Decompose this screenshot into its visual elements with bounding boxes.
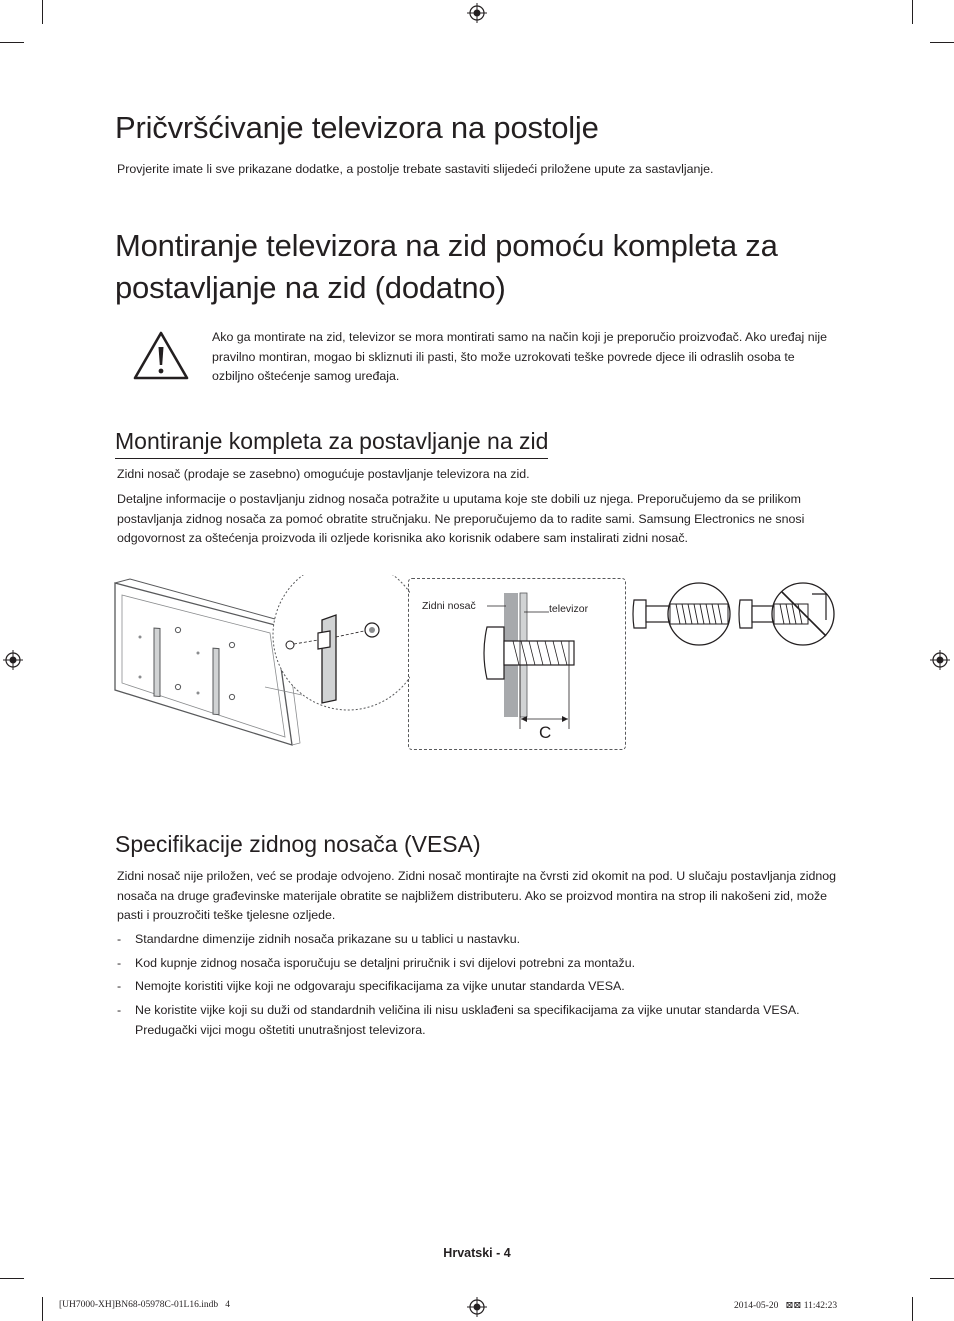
bullet-text: Ne koristite vijke koji su duži od standardnih veličina ili nisu usklađeni sa specifikacijama za vijke unutar standarda VESA. Predugački vijci mogu oštetiti unutrašnjost televizora.	[135, 1003, 800, 1037]
page-number: Hrvatski - 4	[443, 1246, 511, 1260]
vesa-section-heading	[115, 830, 481, 858]
wall-section-title-line1: Montiranje televizora na zid pomoću kompleta za	[115, 228, 778, 263]
crop-mark	[912, 1297, 913, 1321]
file-info: [UH7000-XH]BN68-05978C-01L16.indb 4	[59, 1300, 230, 1310]
crop-mark	[912, 0, 913, 24]
bullet-text: Kod kupnje zidnog nosača isporučuju se detaljni priručnik i svi dijelovi potrebni za montažu.	[135, 956, 636, 970]
bullet-text: Nemojte koristiti vijke koji ne odgovaraju specifikacijama za vijke unutar standarda VESA.	[135, 979, 625, 993]
label-tv: televizor	[549, 603, 589, 615]
bullet-text: Standardne dimenzije zidnih nosača prikazane su u tablici u nastavku.	[135, 932, 521, 946]
wall-section-title-line2: postavljanje na zid (dodatno)	[115, 270, 506, 305]
bullet-dash: -	[117, 956, 122, 970]
kit-section-title: Montiranje kompleta za postavljanje na zid	[115, 427, 548, 459]
crop-mark	[42, 0, 43, 24]
registration-mark-icon	[930, 650, 950, 670]
bullet-dash: -	[117, 1003, 122, 1017]
kit-section-heading	[115, 427, 548, 459]
warning-text: Ako ga montirate na zid, televizor se mora montirati samo na način koji je preporučio proizvođač. Ako uređaj nije pravilno montiran, mogao bi skliznuti ili pasti, što može uzrokovati teške povrede djece ili odraslih osoba te ozbiljno oštećenje samog uređaja.	[212, 330, 828, 383]
label-wall-bracket: Zidni nosač	[422, 600, 476, 612]
registration-mark-icon	[3, 650, 23, 670]
page-title: Pričvršćivanje televizora na postolje	[115, 110, 599, 145]
registration-mark-icon	[467, 1297, 487, 1317]
crop-mark	[930, 42, 954, 43]
screw-correct-illustration	[632, 580, 742, 648]
crop-mark	[0, 42, 24, 43]
crop-mark	[42, 1297, 43, 1321]
kit-para-1: Zidni nosač (prodaje se zasebno) omogućuje postavljanje televizora na zid.	[117, 467, 530, 481]
crop-mark	[0, 1278, 24, 1279]
intro-text: Provjerite imate li sve prikazane dodatke, a postolje trebate sastaviti slijedeći priložene upute za sastavljanje.	[117, 162, 714, 176]
vesa-para: Zidni nosač nije priložen, već se prodaje odvojeno. Zidni nosač montirajte na čvrsti zid okomit na pod. U slučaju postavljanja zidnog nosača na druge građevinske materijale obratite se najbližem distributeru. Ako se proizvod montira na strop ili nakošeni zid, može pasti i prouzročiti teške tjelesne ozljede.	[117, 869, 837, 922]
registration-mark-icon	[467, 3, 487, 23]
warning-triangle-icon	[132, 330, 190, 382]
screw-incorrect-illustration	[738, 580, 838, 648]
kit-para-2: Detaljne informacije o postavljanju zidnog nosača potražite u uputama koje ste dobili uz njega. Preporučujemo da se prilikom postavljanja zidnog nosača za pomoć obratite stručnjaku. Ne preporučujemo da to radite sami. Samsung Electronics ne snosi odgovornost za oštećenja proizvoda ili ozljede korisnika ako korisnik odabere sam instalirati zidni nosač.	[117, 492, 805, 545]
vesa-section-title: Specifikacije zidnog nosača (VESA)	[115, 831, 481, 857]
bullet-dash: -	[117, 979, 122, 993]
crop-mark	[930, 1278, 954, 1279]
print-timestamp: 2014-05-20 ⊠⊠ 11:42:23	[734, 1301, 838, 1311]
bolt-section-diagram	[408, 578, 626, 750]
label-dimension-c: C	[539, 723, 552, 742]
tv-wall-bracket-illustration	[110, 575, 410, 755]
bullet-dash: -	[117, 932, 122, 946]
